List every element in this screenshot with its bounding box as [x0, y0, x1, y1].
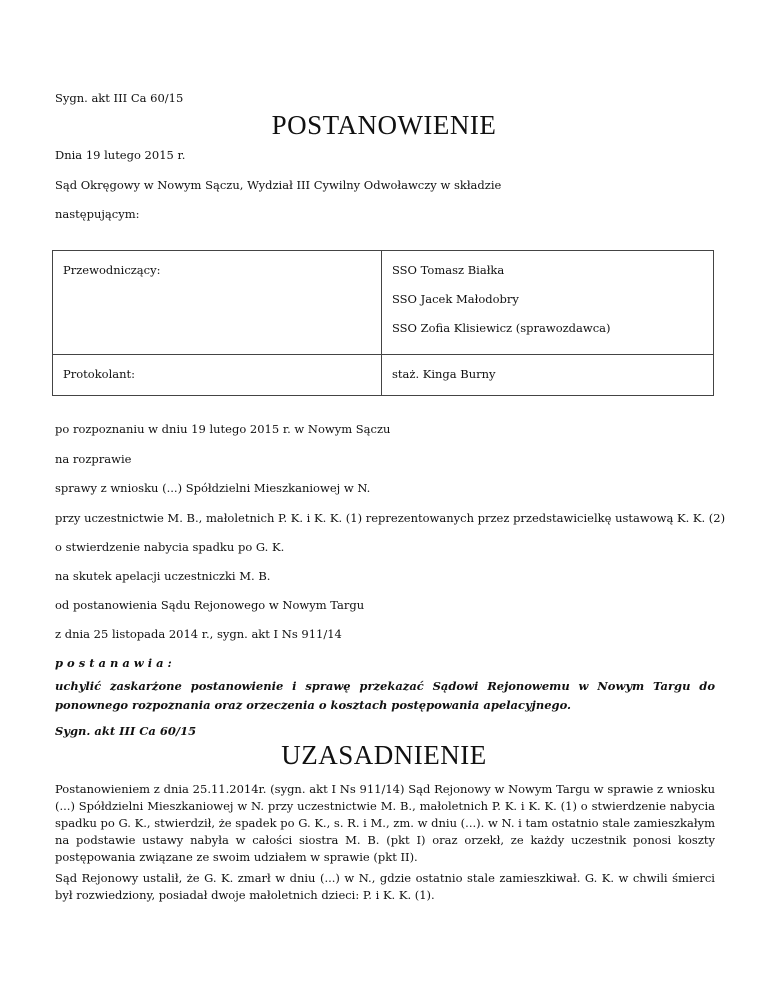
ruling-text: uchylić zaskarżone postanowienie i sprawę przekazać Sądowi Rejonowemu w Nowym Targu do ponownego rozpoznania oraz orzeczenia o kosztach postępowania apelacyjnego. [55, 679, 715, 712]
document-title: POSTANOWIENIE [271, 110, 497, 140]
justification-title: UZASADNIENIE [281, 740, 487, 770]
clerk-name: staż. Kinga Burny [392, 367, 496, 381]
proceedings-line: z dnia 25 listopada 2014 r., sygn. akt I Ns 911/14 [55, 627, 342, 641]
clerk-name-cell [382, 355, 714, 396]
date-line: Dnia 19 lutego 2015 r. [55, 148, 186, 162]
justification-paragraph: Postanowieniem z dnia 25.11.2014r. (sygn. akt I Ns 911/14) Sąd Rejonowy w Nowym Targu w sprawie z wniosku (...) Spółdzielni Mieszkaniowej w N. przy uczestnictwie M. B., małoletnich P. K. i K. K. (1) o stwierdzenie nabycia spadku po G. K., stwierdził, że spadek po G. K., s. R. i M., zm. w dniu (...). w N. i tam ostatnio stale zamieszkałym na podstawie ustawy nabyła w całości siostra M. B. (pkt I) oraz orzekł, ze każdy uczestnik ponosi koszty postępowania związane ze swoim udziałem w sprawie (pkt II). [55, 782, 715, 864]
judges-cell [382, 251, 714, 355]
proceedings-line: na skutek apelacji uczestniczki M. B. [55, 569, 271, 583]
clerk-label: Protokolant: [63, 367, 136, 381]
judge-name: SSO Tomasz Białka [392, 263, 505, 277]
justification-paragraph: Sąd Rejonowy ustalił, że G. K. zmarł w dniu (...) w N., gdzie ostatnio stale zamieszkiwał. G. K. w chwili śmierci był rozwiedziony, posiadał dwoje małoletnich dzieci: P. i K. K. (1). [55, 871, 715, 902]
panel-row-clerk [53, 355, 714, 396]
chair-label-cell [53, 251, 382, 355]
panel-row-chair [53, 251, 714, 355]
proceedings-line: sprawy z wniosku (...) Spółdzielni Mieszkaniowej w N. [55, 481, 371, 495]
proceedings-line: na rozprawie [55, 452, 132, 466]
court-line: Sąd Okręgowy w Nowym Sączu, Wydział III Cywilny Odwoławczy w składzie [55, 178, 502, 192]
ruling-verb: p o s t a n a w i a : [55, 656, 172, 670]
clerk-label-cell [53, 355, 382, 396]
judge-name: SSO Jacek Małodobry [392, 292, 519, 306]
case-number: Sygn. akt III Ca 60/15 [55, 91, 184, 105]
proceedings-line: przy uczestnictwie M. B., małoletnich P. K. i K. K. (1) reprezentowanych przez przedstawicielkę ustawową K. K. (2) [55, 511, 726, 525]
chair-label: Przewodniczący: [63, 263, 161, 277]
court-line-continued: następującym: [55, 207, 140, 221]
proceedings-line: od postanowienia Sądu Rejonowego w Nowym Targu [55, 598, 365, 612]
proceedings-line: o stwierdzenie nabycia spadku po G. K. [55, 540, 285, 554]
proceedings-line: po rozpoznaniu w dniu 19 lutego 2015 r. w Nowym Sączu [55, 422, 391, 436]
justification-case-number: Sygn. akt III Ca 60/15 [55, 724, 197, 738]
court-panel-table [52, 250, 714, 396]
judge-name: SSO Zofia Klisiewicz (sprawozdawca) [392, 321, 611, 335]
